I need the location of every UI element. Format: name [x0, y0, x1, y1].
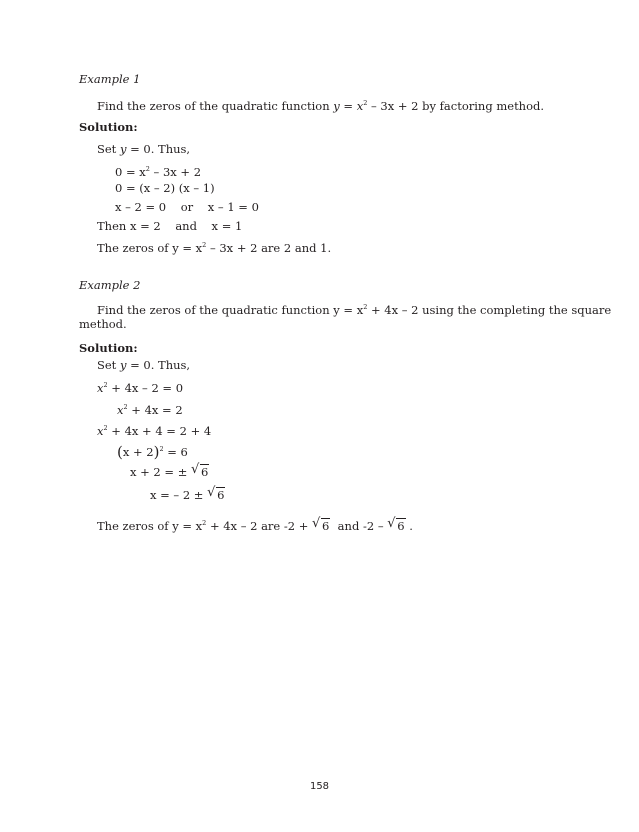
example-2-heading: Example 2	[79, 278, 141, 292]
set-variable: y	[119, 142, 127, 156]
radicand: 6	[397, 519, 405, 533]
problem-text: Find the zeros of the quadratic function y = x	[97, 303, 364, 317]
right-paren: )	[153, 443, 160, 461]
exponent: 2	[103, 381, 108, 389]
exponent: 2	[363, 303, 368, 311]
example-2-step-4	[117, 442, 188, 459]
set-text: Set	[97, 142, 120, 156]
problem-function: y = x	[333, 99, 364, 113]
set-variable: y	[119, 358, 127, 372]
example-2-solution-label: Solution:	[79, 341, 138, 355]
example-2-set-line	[97, 358, 190, 372]
step-variable: x	[97, 424, 104, 438]
step-text: + 4x – 2 = 0	[107, 381, 184, 395]
square-root-icon: √ 6	[191, 462, 209, 479]
example-2-problem-line-2: method.	[79, 317, 127, 331]
example-2-zeros-line	[97, 516, 413, 533]
square-root-icon: √ 6	[312, 516, 330, 533]
step-variable: x	[97, 381, 104, 395]
example-2-problem-line-1	[97, 300, 611, 317]
step-inner: x + 2	[122, 445, 154, 459]
example-2-step-2	[117, 400, 183, 417]
example-1-solution-label: Solution:	[79, 120, 138, 134]
example-1-step-3: x – 2 = 0 or x – 1 = 0	[115, 200, 259, 214]
set-text: Set	[97, 358, 120, 372]
step-text: x = – 2 ±	[150, 488, 208, 502]
example-1-heading: Example 1	[79, 72, 141, 86]
radicand: 6	[201, 465, 209, 479]
left-paren: (	[117, 443, 123, 461]
example-1-then-line: Then x = 2 and x = 1	[97, 219, 243, 233]
exponent: 2	[145, 165, 150, 173]
problem-text-end: + 4x – 2 using the completing the square	[367, 303, 612, 317]
zeros-text-mid: + 4x – 2 are -2 +	[206, 519, 313, 533]
example-1-zeros-line	[97, 238, 331, 255]
zeros-text-end: – 3x + 2 are 2 and 1.	[206, 241, 332, 255]
example-2-step-6	[150, 485, 225, 502]
radicand: 6	[217, 488, 225, 502]
zeros-text-end: .	[405, 519, 413, 533]
square-root-icon: √ 6	[207, 485, 225, 502]
radicand: 6	[322, 519, 330, 533]
step-text: = 6	[163, 445, 188, 459]
example-1-step-1	[115, 162, 201, 179]
step-variable: x	[117, 403, 124, 417]
page-number: 158	[309, 781, 330, 792]
exponent: 2	[202, 241, 207, 249]
zeros-text-and: and -2 –	[330, 519, 388, 533]
step-text: + 4x + 4 = 2 + 4	[107, 424, 212, 438]
example-1-set-line	[97, 142, 190, 156]
square-root-icon: √ 6	[387, 516, 405, 533]
problem-rest: – 3x + 2 by factoring method.	[367, 99, 545, 113]
example-1-step-2: 0 = (x – 2) (x – 1)	[115, 181, 215, 195]
set-text-end: = 0. Thus,	[126, 358, 191, 372]
example-2-step-1	[97, 378, 183, 395]
problem-text: Find the zeros of the quadratic function	[97, 99, 334, 113]
step-text: 0 = x	[115, 165, 146, 179]
zeros-text: The zeros of y = x	[97, 519, 203, 533]
step-text-end: – 3x + 2	[149, 165, 202, 179]
example-2-step-3	[97, 421, 211, 438]
set-text-end: = 0. Thus,	[126, 142, 191, 156]
exponent: 2	[363, 99, 368, 107]
exponent: 2	[159, 445, 164, 453]
step-text: + 4x = 2	[127, 403, 183, 417]
zeros-text: The zeros of y = x	[97, 241, 203, 255]
exponent: 2	[123, 403, 128, 411]
exponent: 2	[202, 519, 207, 527]
step-text: x + 2 = ±	[130, 465, 191, 479]
example-1-problem	[97, 96, 544, 113]
example-2-step-5	[130, 462, 209, 479]
exponent: 2	[103, 424, 108, 432]
